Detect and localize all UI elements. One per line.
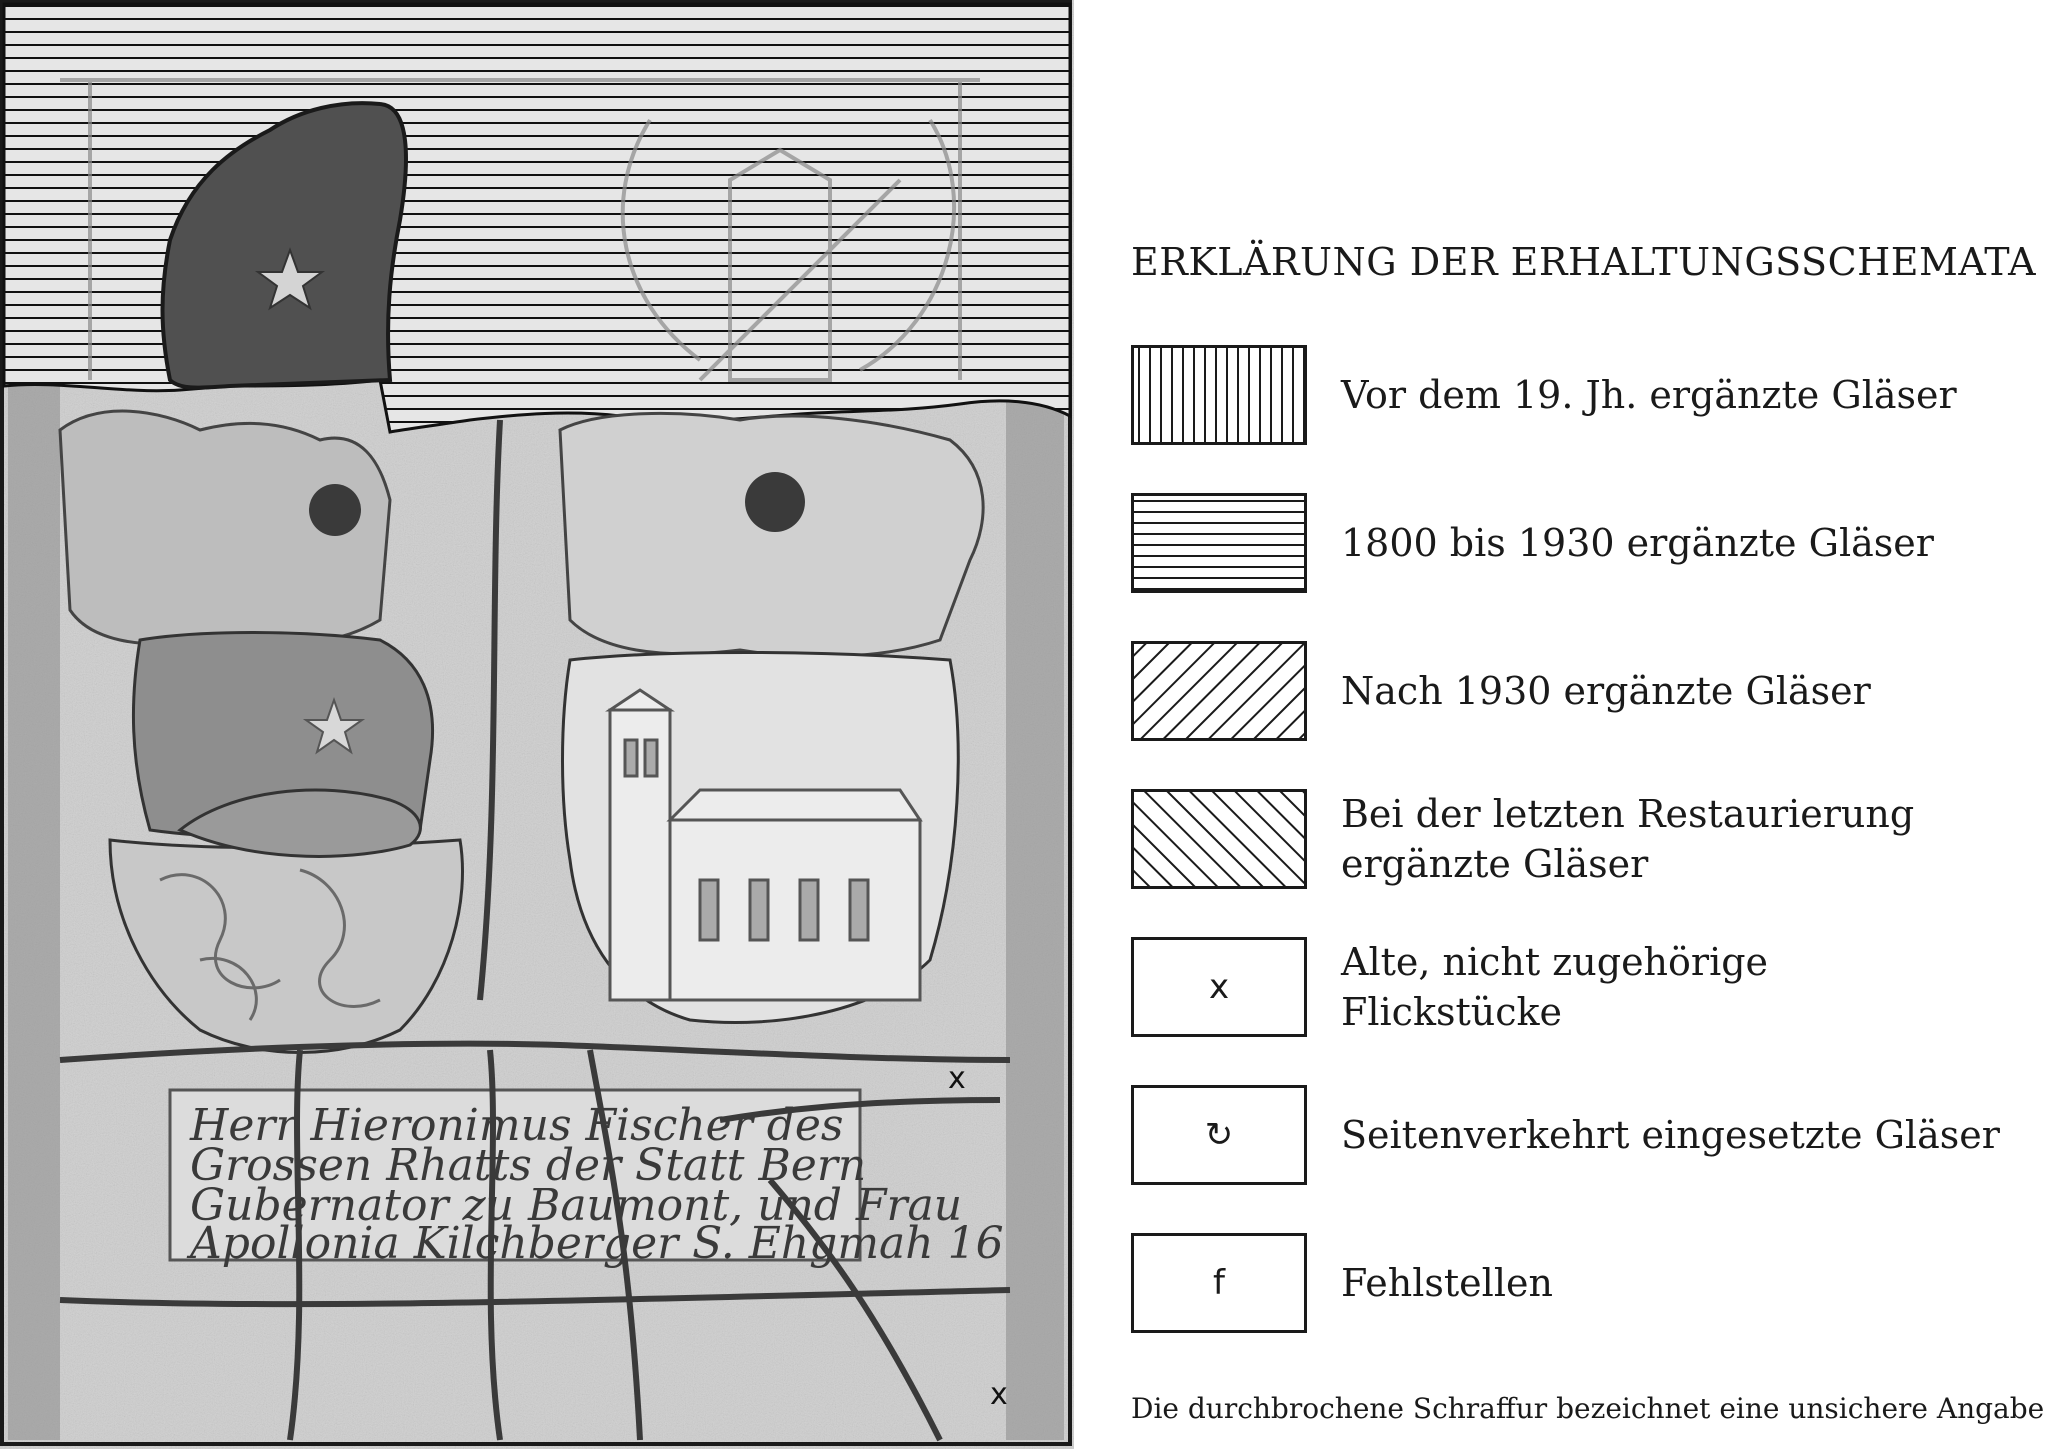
legend-label: Nach 1930 ergänzte Gläser (1341, 669, 1871, 713)
legend-label: Alte, nicht zugehörige Flickstücke (1341, 940, 1769, 1034)
legend-label: Seitenverkehrt eingesetzte Gläser (1341, 1113, 2000, 1157)
inscription-line-1: Herr Hieronimus Fischer des (190, 1100, 844, 1151)
right-mantling (560, 413, 983, 656)
inscription-line-2: Grossen Rhatts der Statt Bern (190, 1140, 867, 1191)
legend-label: 1800 bis 1930 ergänzte Gläser (1341, 521, 1934, 565)
swatch-diagonal-up-hatching (1131, 789, 1307, 889)
legend-label: Bei der letzten Restaurierung ergänzte Gläser (1341, 792, 1915, 886)
inscription-line-3: Gubernator zu Baumont, und Frau (190, 1180, 963, 1231)
swatch-missing-symbol (1131, 1233, 1307, 1333)
legend-item-missing (1131, 1233, 2011, 1337)
legend-item-horizontal (1131, 493, 2011, 597)
patch-mark-1: x (948, 1061, 966, 1096)
f-letter-icon: f (1213, 1263, 1225, 1303)
horizontal-hatching (4, 4, 1070, 432)
legend-item-diagonal-up (1131, 789, 2011, 893)
legend-note: Die durchbrochene Schraffur bezeichnet eine unsichere Angabe (1131, 1392, 2045, 1425)
inscription-line-4: Apollonia Kilchberger S. Ehgmah 16 (190, 1218, 1004, 1269)
swatch-patch-symbol (1131, 937, 1307, 1037)
legend-item-vertical (1131, 345, 2011, 449)
right-border-band (1006, 380, 1064, 1440)
swatch-horizontal-hatching (1131, 493, 1307, 593)
rotate-arrow-icon: ↻ (1204, 1115, 1234, 1155)
swatch-diagonal-down-hatching (1131, 641, 1307, 741)
legend-item-patch (1131, 937, 2011, 1041)
x-mark-icon: x (1208, 967, 1230, 1007)
left-border-band (8, 380, 60, 1440)
legend-title: ERKLÄRUNG DER ERHALTUNGSSCHEMATA (1131, 240, 2037, 284)
right-helmet-visor (745, 472, 805, 532)
legend-label: Vor dem 19. Jh. ergänzte Gläser (1341, 373, 1957, 417)
legend-label: Fehlstellen (1341, 1261, 1553, 1305)
left-helmet-visor (309, 484, 361, 536)
swatch-reversed-symbol (1131, 1085, 1307, 1185)
legend-item-diagonal-down (1131, 641, 2011, 745)
legend-item-reversed (1131, 1085, 2011, 1189)
patch-mark-2: x (990, 1377, 1008, 1412)
swatch-vertical-hatching (1131, 345, 1307, 445)
